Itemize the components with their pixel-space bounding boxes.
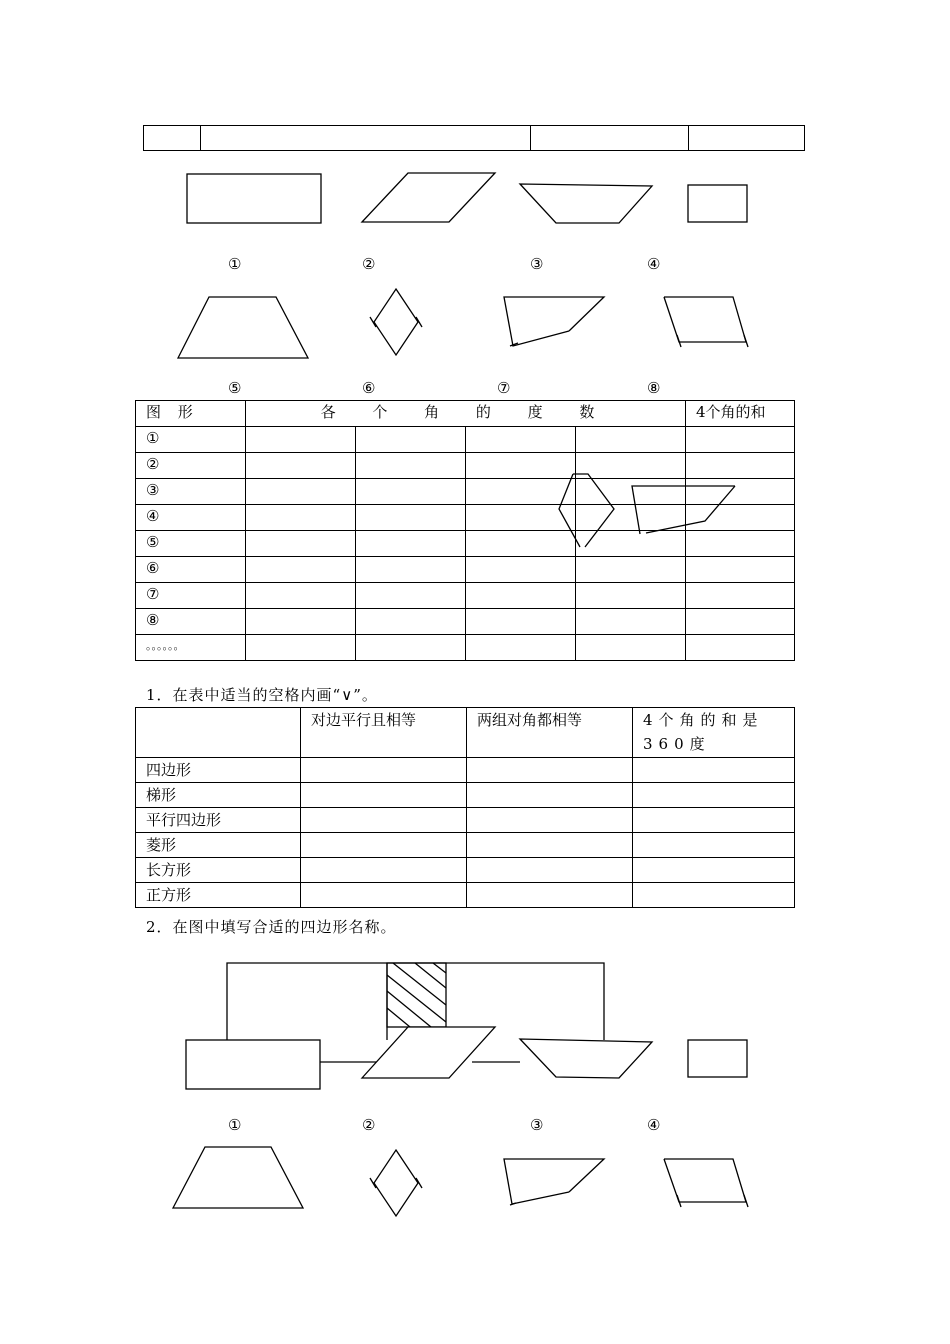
bottom-shape-5-trapezoid — [173, 1147, 303, 1208]
bottom-shape-7-quadrilateral — [504, 1159, 604, 1205]
row-label: ⑥ — [136, 557, 246, 583]
header-angles: 各 个 角 的 度 数 — [246, 401, 686, 427]
row-label: 平行四边形 — [136, 808, 301, 833]
row-label: ③ — [136, 479, 246, 505]
bottom-shape-8-parallelogram — [664, 1159, 748, 1207]
row-label: ② — [136, 453, 246, 479]
row-label: 四边形 — [136, 758, 301, 783]
bottom-label-2: ② — [362, 1116, 376, 1134]
row-label: 。。。。。。 — [136, 635, 246, 661]
row-label: 梯形 — [136, 783, 301, 808]
row-label: ① — [136, 427, 246, 453]
hatched-column — [387, 963, 446, 1027]
shape-label-2: ② — [362, 255, 376, 273]
shape-label-6: ⑥ — [362, 379, 376, 397]
header-sum: 4个角的和 — [686, 401, 795, 427]
row-label: ⑧ — [136, 609, 246, 635]
row-label: 长方形 — [136, 858, 301, 883]
row-label: 正方形 — [136, 883, 301, 908]
shape-label-1: ① — [228, 255, 242, 273]
row-label: ⑤ — [136, 531, 246, 557]
bottom-shape-6-rhombus — [370, 1150, 422, 1216]
shape-label-8: ⑧ — [647, 379, 661, 397]
bottom-shape-4-rectangle — [688, 1040, 747, 1077]
row-label: ④ — [136, 505, 246, 531]
bottom-label-1: ① — [228, 1116, 242, 1134]
instruction-2: 2．在图中填写合适的四边形名称。 — [146, 918, 397, 936]
bottom-shape-2-parallelogram — [362, 1027, 495, 1078]
props-header-opposite-angles: 两组对角都相等 — [467, 708, 633, 758]
props-header-angle-sum: 4个角的和是360度 — [633, 708, 795, 758]
bottom-label-4: ④ — [647, 1116, 661, 1134]
props-header-opposite-sides: 对边平行且相等 — [301, 708, 467, 758]
row-label: ⑦ — [136, 583, 246, 609]
bottom-label-3: ③ — [530, 1116, 544, 1134]
shape-label-5: ⑤ — [228, 379, 242, 397]
shape-label-7: ⑦ — [497, 379, 511, 397]
bottom-shape-1-rectangle — [186, 1040, 320, 1089]
instruction-1: 1．在表中适当的空格内画“∨”。 — [146, 686, 378, 704]
header-figure: 图 形 — [136, 401, 246, 427]
row-label: 菱形 — [136, 833, 301, 858]
shape-label-3: ③ — [530, 255, 544, 273]
bottom-shape-3-trapezoid — [520, 1039, 652, 1078]
shape-label-4: ④ — [647, 255, 661, 273]
